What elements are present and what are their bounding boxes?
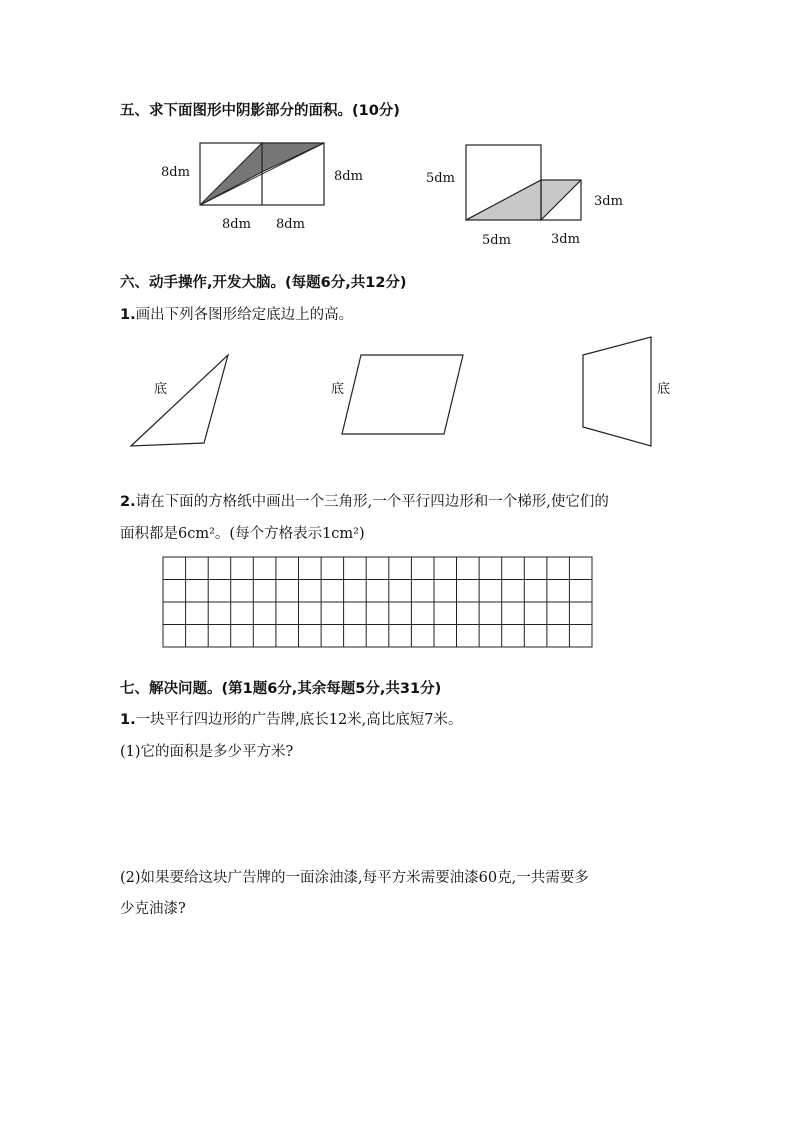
section-5-title: 五、求下面图形中阴影部分的面积。(10分) — [120, 103, 400, 119]
sub-question-1: (1)它的面积是多少平方米? — [120, 744, 294, 760]
fig2-small-height-label: 3dm — [594, 194, 623, 209]
question-text: 一块平行四边形的广告牌,底长12米,高比底短7米。 — [135, 712, 463, 728]
sub-question-2: (2)如果要给这块广告牌的一面涂油漆,每平方米需要油漆60克,一共需要多 — [120, 870, 589, 886]
question-text: 请在下面的方格纸中画出一个三角形,一个平行四边形和一个梯形,使它们的 — [135, 494, 609, 510]
shaded-triangle-left — [200, 143, 262, 205]
shaded-figure-1 — [200, 143, 324, 205]
fig1-base2-label: 8dm — [276, 217, 305, 232]
trapezoid-base-label: 底 — [657, 382, 671, 397]
fig2-small-base-label: 3dm — [551, 232, 580, 247]
fig1-right-height-label: 8dm — [334, 169, 363, 184]
fig2-big-height-label: 5dm — [426, 171, 455, 186]
question-7-1 — [120, 713, 463, 728]
question-6-1 — [120, 308, 353, 323]
sub-question-2-cont: 少克油漆? — [120, 901, 186, 917]
fig1-left-height-label: 8dm — [161, 165, 190, 180]
section-7-title: 七、解决问题。(第1题6分,其余每题5分,共31分) — [120, 681, 442, 697]
trapezoid — [583, 337, 651, 446]
question-number: 1. — [120, 307, 136, 323]
parallelogram — [342, 355, 463, 434]
question-6-2 — [120, 495, 609, 510]
question-6-2-cont: 面积都是6cm²。(每个方格表示1cm²) — [120, 526, 365, 542]
question-text: 画出下列各图形给定底边上的高。 — [135, 307, 354, 323]
fig2-big-base-label: 5dm — [482, 233, 511, 248]
grid-paper — [163, 557, 592, 647]
question-number: 2. — [120, 494, 136, 510]
shaded-figure-2 — [466, 145, 581, 220]
question-number: 1. — [120, 712, 136, 728]
parallelogram-base-label: 底 — [331, 382, 345, 397]
triangle-base-label: 底 — [154, 382, 168, 397]
section-6-title: 六、动手操作,开发大脑。(每题6分,共12分) — [120, 275, 407, 291]
fig1-base1-label: 8dm — [222, 217, 251, 232]
obtuse-triangle — [131, 355, 228, 446]
